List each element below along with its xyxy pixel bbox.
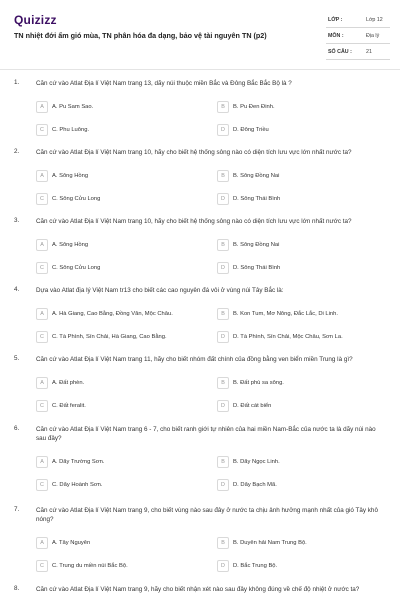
option-letter-box[interactable]: B <box>217 101 229 113</box>
question-number: 4. <box>14 286 20 293</box>
option-text: D. Dãy Bạch Mã. <box>233 482 277 488</box>
option-letter-box[interactable]: D <box>217 479 229 491</box>
option-letter-box[interactable]: C <box>36 193 48 205</box>
answer-option-c[interactable] <box>36 124 211 136</box>
option-letter-box[interactable]: D <box>217 331 229 343</box>
answer-option-b[interactable] <box>217 170 387 182</box>
meta-row-class <box>326 12 390 28</box>
option-letter-box[interactable]: D <box>217 124 229 136</box>
option-letter-box[interactable]: A <box>36 239 48 251</box>
answer-option-a[interactable] <box>36 101 211 113</box>
meta-value: Địa lý <box>366 33 380 39</box>
answer-option-d[interactable] <box>217 193 387 205</box>
question-number: 1. <box>14 79 20 86</box>
option-letter-box[interactable]: A <box>36 377 48 389</box>
option-letter-box[interactable]: D <box>217 262 229 274</box>
answer-option-b[interactable] <box>217 101 387 113</box>
option-letter-box[interactable]: C <box>36 124 48 136</box>
option-letter-box[interactable]: B <box>217 377 229 389</box>
answer-option-b[interactable] <box>217 537 387 549</box>
answer-option-b[interactable] <box>217 456 387 468</box>
meta-label: SỐ CÂU : <box>328 49 352 55</box>
answer-option-c[interactable] <box>36 479 211 491</box>
option-text: D. Đất cát biển <box>233 403 272 409</box>
option-text: D. Đông Triều <box>233 127 269 133</box>
answer-option-b[interactable] <box>217 377 387 389</box>
option-text: A. Pu Sam Sao. <box>52 104 94 110</box>
option-text: A. Đất phèn. <box>52 380 85 386</box>
option-text: D. Sông Thái Bình <box>233 265 281 271</box>
option-letter-box[interactable]: A <box>36 308 48 320</box>
option-letter-box[interactable]: D <box>217 400 229 412</box>
option-letter-box[interactable]: A <box>36 101 48 113</box>
option-text: D. Bắc Trung Bộ. <box>233 563 278 569</box>
answer-option-d[interactable] <box>217 262 387 274</box>
header-divider <box>0 69 400 70</box>
quizizz-logo: Quizizz <box>14 13 57 27</box>
option-letter-box[interactable]: C <box>36 331 48 343</box>
answer-option-c[interactable] <box>36 193 211 205</box>
option-letter-box[interactable]: C <box>36 400 48 412</box>
answer-option-c[interactable] <box>36 400 211 412</box>
answer-option-d[interactable] <box>217 124 387 136</box>
meta-row-question-count <box>326 44 390 60</box>
option-text: B. Đất phù sa sông. <box>233 380 284 386</box>
option-letter-box[interactable]: A <box>36 456 48 468</box>
question-text: Căn cứ vào Atlat Địa lí Việt Nam trang 9, hãy cho biết nhận xét nào sau đây không đúng về chế độ nhiệt ở nước ta? <box>36 586 360 593</box>
meta-label: LỚP : <box>328 17 343 23</box>
answer-option-d[interactable] <box>217 479 387 491</box>
option-letter-box[interactable]: B <box>217 308 229 320</box>
answer-option-b[interactable] <box>217 239 387 251</box>
option-text: C. Trung du miền núi Bắc Bộ. <box>52 563 128 569</box>
answer-option-a[interactable] <box>36 456 211 468</box>
option-text: C. Phu Luông. <box>52 127 90 133</box>
worksheet-title: TN nhiệt đới ẩm gió mùa, TN phân hóa đa dạng, bảo vệ tài nguyên TN (p2) <box>14 31 267 40</box>
question-text: Dựa vào Atlat địa lý Việt Nam tr13 cho biết các cao nguyên đá vôi ở vùng núi Tây Bắc là: <box>36 287 284 294</box>
meta-row-subject <box>326 28 390 44</box>
answer-option-a[interactable] <box>36 308 211 320</box>
option-text: C. Sông Cửu Long <box>52 196 101 202</box>
option-text: C. Dãy Hoành Sơn. <box>52 482 103 488</box>
question-text: Căn cứ vào Atlat Địa lí Việt Nam trang 10, hãy cho biết hệ thống sông nào có diện tích lưu vực lớn nhất nước ta? <box>36 149 352 156</box>
question-number: 7. <box>14 506 20 513</box>
option-text: A. Hà Giang, Cao Bằng, Đồng Văn, Mộc Châu. <box>52 311 173 317</box>
answer-option-d[interactable] <box>217 560 387 572</box>
question-text: Căn cứ vào Atlat Địa lí Việt Nam trang 11, hãy cho biết nhóm đất chính của đồng bằng ven biển miền Trung là gì? <box>36 356 353 363</box>
option-text: B. Dãy Ngọc Linh. <box>233 459 280 465</box>
question-text: Căn cứ vào Atlat Địa lí Việt Nam trang 10, hãy cho biết hệ thống sông nào có diện tích lưu vực lớn nhất nước ta? <box>36 218 352 225</box>
answer-option-a[interactable] <box>36 537 211 549</box>
option-letter-box[interactable]: B <box>217 456 229 468</box>
option-letter-box[interactable]: B <box>217 170 229 182</box>
worksheet-header <box>0 0 400 70</box>
option-letter-box[interactable]: A <box>36 537 48 549</box>
question-number: 5. <box>14 355 20 362</box>
option-letter-box[interactable]: D <box>217 193 229 205</box>
option-text: D. Tà Phình, Sín Chải, Mộc Châu, Sơn La. <box>233 334 343 340</box>
option-letter-box[interactable]: A <box>36 170 48 182</box>
question-text: Căn cứ vào Atlat Địa lí Việt Nam trang 6 - 7, cho biết ranh giới tự nhiên của hai miền Nam-Bắc của nước ta là dãy núi nào sau đây? <box>36 426 376 442</box>
question-text: Căn cứ vào Atlat Địa lí Việt Nam trang 9, cho biết vùng nào sau đây ở nước ta chịu ảnh hưởng mạnh nhất của gió Tây khô nóng? <box>36 507 378 523</box>
answer-option-b[interactable] <box>217 308 387 320</box>
answer-option-a[interactable] <box>36 377 211 389</box>
option-text: A. Sông Hồng <box>52 173 89 179</box>
question-number: 6. <box>14 425 20 432</box>
option-text: B. Pu Đen Đinh. <box>233 104 275 110</box>
option-text: A. Dãy Trường Sơn. <box>52 459 105 465</box>
option-letter-box[interactable]: D <box>217 560 229 572</box>
option-text: A. Tây Nguyên <box>52 540 91 546</box>
answer-option-d[interactable] <box>217 331 387 343</box>
option-letter-box[interactable]: C <box>36 560 48 572</box>
question-text: Căn cứ vào Atlat Địa lí Việt Nam trang 13, dãy núi thuộc miền Bắc và Đông Bắc Bắc Bộ là ? <box>36 80 292 87</box>
option-text: B. Kon Tum, Mơ Nông, Đắc Lắc, Di Linh. <box>233 311 338 317</box>
option-text: B. Sông Đồng Nai <box>233 242 280 248</box>
option-letter-box[interactable]: C <box>36 479 48 491</box>
option-text: C. Sông Cửu Long <box>52 265 101 271</box>
question-number: 3. <box>14 217 20 224</box>
question-number: 2. <box>14 148 20 155</box>
option-text: D. Sông Thái Bình <box>233 196 281 202</box>
option-text: B. Duyên hải Nam Trung Bộ. <box>233 540 307 546</box>
option-text: C. Tà Phình, Sín Chải, Hà Giang, Cao Bằng. <box>52 334 167 340</box>
option-letter-box[interactable]: B <box>217 239 229 251</box>
question-number: 8. <box>14 585 20 592</box>
answer-option-a[interactable] <box>36 170 211 182</box>
meta-label: MÔN : <box>328 33 344 39</box>
answer-option-a[interactable] <box>36 239 211 251</box>
meta-value: 21 <box>366 49 372 55</box>
worksheet-meta <box>326 12 390 60</box>
option-text: A. Sông Hồng <box>52 242 89 248</box>
option-text: C. Đất feralit. <box>52 403 86 409</box>
answer-option-c[interactable] <box>36 262 211 274</box>
option-letter-box[interactable]: B <box>217 537 229 549</box>
answer-option-c[interactable] <box>36 331 211 343</box>
option-letter-box[interactable]: C <box>36 262 48 274</box>
answer-option-c[interactable] <box>36 560 211 572</box>
meta-value: Lớp 12 <box>366 17 383 23</box>
option-text: B. Sông Đồng Nai <box>233 173 280 179</box>
answer-option-d[interactable] <box>217 400 387 412</box>
